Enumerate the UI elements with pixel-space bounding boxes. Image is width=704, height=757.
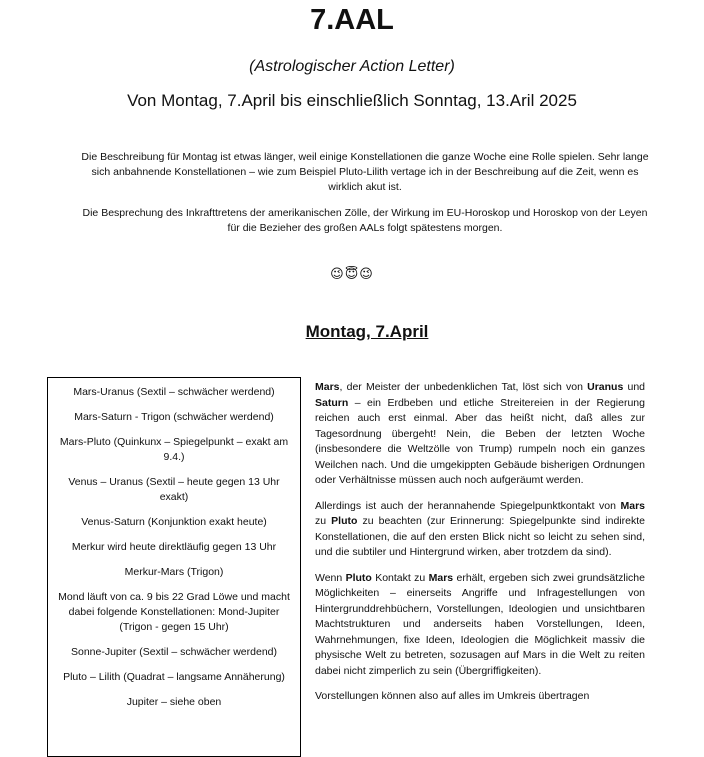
text-run: Wenn xyxy=(315,571,346,584)
date-range: Von Montag, 7.April bis einschließlich Sonntag, 13.Aril 2025 xyxy=(127,91,577,110)
intro-paragraph-1: Die Beschreibung für Montag ist etwas länger, weil einige Konstellationen die ganze Woche eine Rolle spielen. Sehr lange sich anbahnende Konstellationen – wie zum Beispiel Pluto-Lilith vertage ich in der Beschreibung auf die Zeit, wenn es wirklich akut ist. xyxy=(81,151,649,193)
text-run: Kontakt zu xyxy=(371,571,429,584)
constellations-box xyxy=(47,377,301,757)
day-description xyxy=(315,380,645,715)
constellation-item: Mars-Uranus (Sextil – schwächer werdend) xyxy=(73,386,275,398)
highlighted-term: Uranus xyxy=(587,381,624,393)
highlighted-term: Mars xyxy=(620,499,645,512)
description-paragraph-1 xyxy=(315,380,645,489)
text-run: und xyxy=(623,381,646,393)
constellation-item: Merkur wird heute direktläufig gegen 13 Uhr xyxy=(71,541,277,553)
constellation-item: Venus-Saturn (Konjunktion exakt heute) xyxy=(81,516,267,528)
smiley-icons: 😉😇😉 xyxy=(330,266,374,281)
text-run: zu xyxy=(315,515,332,527)
text-run: – ein Erdbeben und etliche Streitereien in der Regierung reichen auch erst einmal. Aber das heißt nicht, daß alles zur Tagesordnung übergeht! Nein, die Beben der letzten Woche (insbesondere die Weltzölle von Trump) rumpeln noch ein ganzes Weilchen nach. Und die umgekippten Gebäude bisherigen Ordnungen oder Verhältnisse müssen auch noch aufgeräumt werden. xyxy=(315,396,645,486)
constellation-item: Mars-Saturn - Trigon (schwächer werdend) xyxy=(74,411,274,423)
constellation-item: Mars-Pluto (Quinkunx – Spiegelpunkt – exakt am 9.4.) xyxy=(59,436,289,463)
description-paragraph-4 xyxy=(315,689,645,705)
description-paragraph-3 xyxy=(315,571,645,680)
constellation-item: Mond läuft von ca. 9 bis 22 Grad Löwe und macht dabei folgende Konstellationen: Mond-Jupiter (Trigon - gegen 15 Uhr) xyxy=(58,591,290,633)
description-paragraph-2 xyxy=(315,499,645,561)
document-subtitle: (Astrologischer Action Letter) xyxy=(249,58,455,75)
constellation-item: Sonne-Jupiter (Sextil – schwächer werdend) xyxy=(70,646,278,658)
text-run: , der Meister der unbedenklichen Tat, löst sich von xyxy=(339,381,588,393)
intro-paragraph-2: Die Besprechung des Inkrafttretens der amerikanischen Zölle, der Wirkung im EU-Horoskop und Horoskop von der Leyen für die Bezieher des großen AALs folgt spätestens morgen. xyxy=(82,207,648,234)
highlighted-term: Pluto xyxy=(345,571,372,584)
constellation-item: Merkur-Mars (Trigon) xyxy=(124,566,224,578)
constellation-item: Venus – Uranus (Sextil – heute gegen 13 Uhr exakt) xyxy=(68,476,280,503)
document-title: 7.AAL xyxy=(310,4,394,36)
highlighted-term: Mars xyxy=(428,571,454,584)
text-run: erhält, ergeben sich zwei grundsätzliche Möglichkeiten – einerseits Angriffe und Infragestellungen von Hintergrunddrehbüchern, Vorstellungen, Ideologien und unsichtbaren Machtstrukturen und anderseits haben Vorstellungen, Ideen, Wahrnehmungen, fixe Ideen, Ideologien die Möglichkeit massiv die physische Welt zu betreten, sozusagen auf Mars in die Welt zu reiten dabei nicht zimperlich zu sein (Übergriffigkeiten). xyxy=(315,571,645,677)
constellation-item: Jupiter – siehe oben xyxy=(126,696,222,708)
constellation-item: Pluto – Lilith (Quadrat – langsame Annäherung) xyxy=(63,671,285,683)
highlighted-term: Pluto xyxy=(331,515,358,527)
day-heading: Montag, 7.April xyxy=(305,322,429,341)
highlighted-term: Mars xyxy=(315,381,340,393)
text-run: Allerdings ist auch der herannahende Spiegelpunktkontakt von xyxy=(315,499,621,512)
text-run: Vorstellungen können also auf alles im Umkreis übertragen xyxy=(315,690,590,702)
text-run: zu beachten (zur Erinnerung: Spiegelpunkte sind indirekte Konstellationen, die auf den ersten Blick nicht so leicht zu sehen sind, und die subtiler und Hintergrund wirken, aber trotzdem da sind). xyxy=(315,515,645,558)
highlighted-term: Saturn xyxy=(315,396,349,409)
